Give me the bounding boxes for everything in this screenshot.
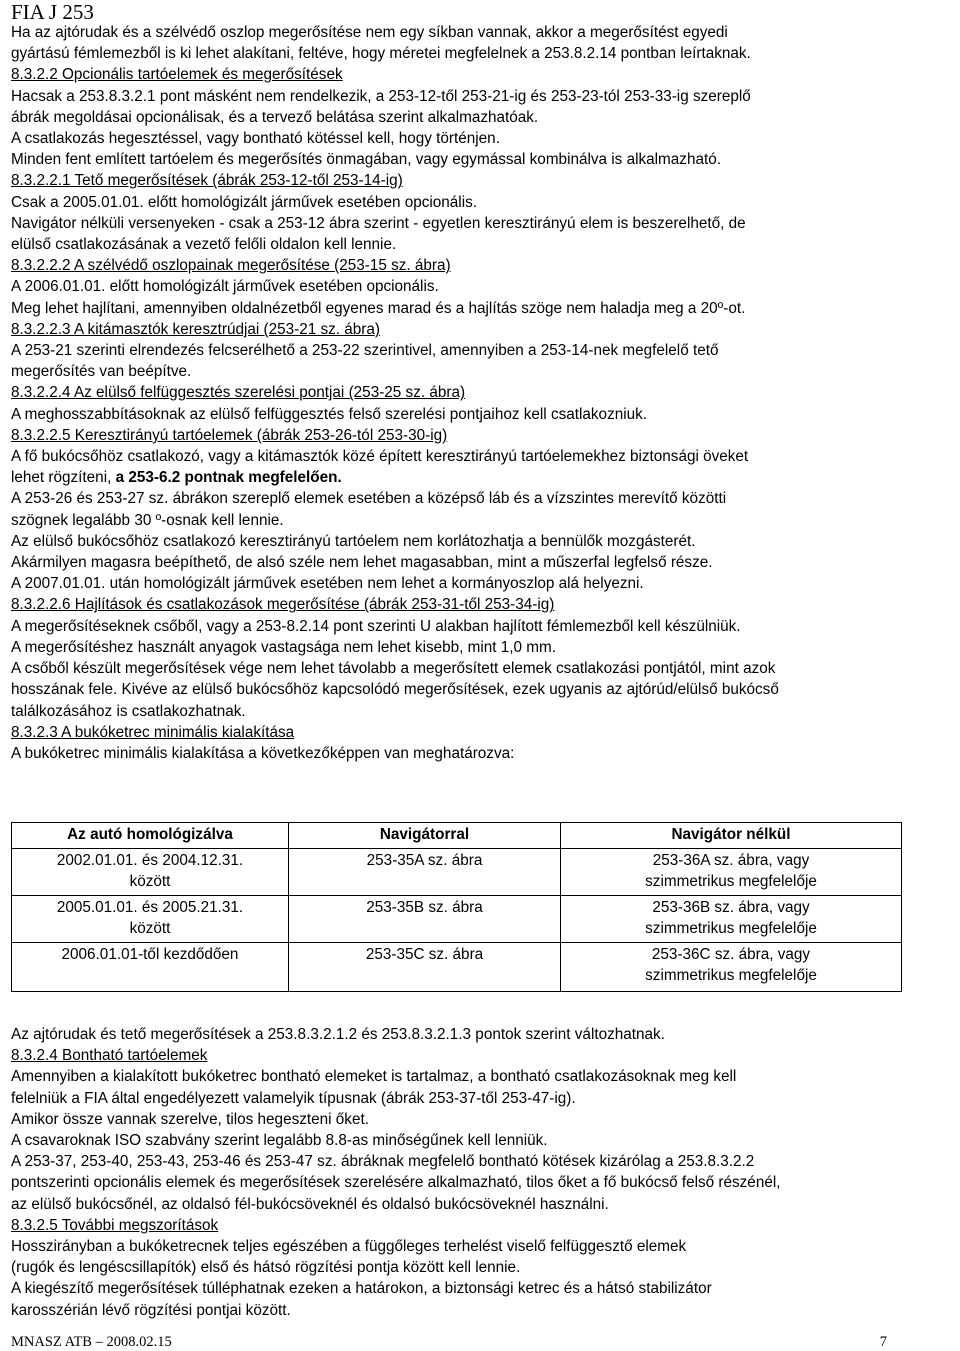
text-line <box>11 616 955 637</box>
text-line <box>11 234 955 255</box>
line-text: gyártású fémlemezből is ki lehet alakítani, feltéve, hogy méretei megfelelnek a 253.8.2.14 pontban leírtaknak. <box>11 45 751 63</box>
line-text: Hosszirányban a bukóketrecnek teljes egészében a függőleges terhelést viselő felfüggesztő elemek <box>11 1238 687 1256</box>
line-text: találkozásához is csatlakozhatnak. <box>11 702 246 720</box>
section-heading <box>11 1045 955 1066</box>
line-text: lehet rögzíteni, <box>11 469 116 487</box>
line-text: A 253-26 és 253-27 sz. ábrákon szereplő elemek esetében a középső láb és a vízszintes merevítő közötti <box>11 490 727 508</box>
section-heading <box>11 64 955 85</box>
section-heading <box>11 425 955 446</box>
line-text: 8.3.2.3 A bukóketrec minimális kialakítása <box>11 723 295 741</box>
line-text: Minden fent említett tartóelem és megerősítés önmagában, vagy egymással kombinálva is alkalmazható. <box>11 151 721 169</box>
cell-line: 253-36A sz. ábra, vagy <box>652 852 810 869</box>
table-header-cell: Navigátor nélkül <box>561 823 902 849</box>
section-heading <box>11 722 955 743</box>
line-text: 8.3.2.2.2 A szélvédő oszlopainak megerősítése (253-15 sz. ábra) <box>11 257 451 275</box>
table-cell: 253-35A sz. ábra <box>289 849 561 896</box>
line-text: az elülső bukócsőnél, az oldalsó fél-bukócsöveknél és oldalsó bukócsöveknél használni. <box>11 1195 609 1213</box>
section-heading <box>11 382 955 403</box>
text-line <box>11 1151 955 1172</box>
line-text: szögnek legalább 30 º-osnak kell lennie. <box>11 511 284 529</box>
line-text: A megerősítéshez használt anyagok vastagsága nem lehet kisebb, mint 1,0 mm. <box>11 638 557 656</box>
table-cell <box>561 849 902 896</box>
lower-text <box>11 1024 955 1321</box>
line-text: felelniük a FIA által engedélyezett valamelyik típusnak (ábrák 253-37-től 253-47-ig). <box>11 1089 576 1107</box>
cell-line: között <box>129 873 171 890</box>
text-line <box>11 510 955 531</box>
line-text: 8.3.2.2.5 Keresztirányú tartóelemek (ábrák 253-26-tól 253-30-ig) <box>11 426 448 444</box>
table-cell: 2006.01.01-től kezdődően <box>12 943 289 992</box>
text-line <box>11 658 955 679</box>
line-text: 8.3.2.4 Bontható tartóelemek <box>11 1047 208 1065</box>
text-line <box>11 1109 955 1130</box>
text-line <box>11 404 955 425</box>
text-line <box>11 1194 955 1215</box>
line-text: A bukóketrec minimális kialakítása a következőképpen van meghatározva: <box>11 744 515 762</box>
line-text: 8.3.2.2.1 Tető megerősítések (ábrák 253-12-től 253-14-ig) <box>11 172 403 190</box>
line-text: Hacsak a 253.8.3.2.1 pont másként nem rendelkezik, a 253-12-től 253-21-ig és 253-23-tól 253-33-ig szereplő <box>11 87 751 105</box>
table-header-cell: Navigátorral <box>289 823 561 849</box>
section-heading <box>11 255 955 276</box>
line-text: A megerősítéseknek csőből, vagy a 253-8.2.14 pont szerinti U alakban hajlított fémlemezből kell készülniük. <box>11 617 741 635</box>
section-heading <box>11 594 955 615</box>
line-text: A 253-37, 253-40, 253-43, 253-46 és 253-47 sz. ábráknak megfelelő bontható kötések kizárólag a 253.8.3.2.2 <box>11 1153 755 1171</box>
line-text: Ha az ajtórudak és a szélvédő oszlop megerősítése nem egy síkban vannak, akkor a megerősítést egyedi <box>11 24 728 41</box>
text-line <box>11 1278 955 1299</box>
line-text: A csatlakozás hegesztéssel, vagy bontható kötéssel kell, hogy történjen. <box>11 130 500 148</box>
text-line <box>11 1172 955 1193</box>
text-line <box>11 701 955 722</box>
line-text: Amikor össze vannak szerelve, tilos hegeszteni őket. <box>11 1110 369 1128</box>
line-text: Amennyiben a kialakított bukóketrec bontható elemeket is tartalmaz, a bontható csatlakozásoknak meg kell <box>11 1068 737 1086</box>
text-line <box>11 1257 955 1278</box>
line-text: (rugók és lengéscsillapítók) első és hátsó rögzítési pontja között kell lennie. <box>11 1259 521 1277</box>
table-cell: 253-35C sz. ábra <box>289 943 561 992</box>
line-text: A 253-21 szerinti elrendezés felcserélhető a 253-22 szerintivel, amennyiben a 253-14-nek megfelelő tető <box>11 342 719 360</box>
text-line <box>11 552 955 573</box>
table-row <box>12 943 902 992</box>
text-line <box>11 743 955 764</box>
text-line <box>11 488 955 509</box>
text-line <box>11 22 955 43</box>
text-line <box>11 107 955 128</box>
line-text: megerősítés van beépítve. <box>11 363 192 381</box>
cell-line: szimmetrikus megfelelője <box>645 873 817 890</box>
text-line <box>11 1024 955 1045</box>
line-text: Akármilyen magasra beépíthető, de alsó széle nem lehet magasabban, mint a műszerfal legfelső része. <box>11 554 713 572</box>
cell-line: szimmetrikus megfelelője <box>645 920 817 937</box>
text-line <box>11 1066 955 1087</box>
section-heading <box>11 1215 955 1236</box>
table-cell <box>561 896 902 943</box>
line-text: A 2006.01.01. előtt homológizált járművek esetében opcionális. <box>11 278 439 296</box>
text-line <box>11 637 955 658</box>
line-text: A csavaroknak ISO szabvány szerint legalább 8.8-as minőségűnek kell lenniük. <box>11 1132 548 1150</box>
line-text: A 2007.01.01. után homológizált járművek esetében nem lehet a kormányoszlop alá helyezni. <box>11 575 644 593</box>
line-text: 8.3.2.2.4 Az elülső felfüggesztés szerelési pontjai (253-25 sz. ábra) <box>11 384 466 402</box>
text-line <box>11 340 955 361</box>
cell-line: szimmetrikus megfelelője <box>645 967 817 984</box>
line-text: elülső csatlakozásának a vezető felőli oldalon kell lennie. <box>11 236 397 254</box>
cell-line: 253-36C sz. ábra, vagy <box>651 946 811 963</box>
cell-line: között <box>129 920 171 937</box>
line-text: A kiegészítő megerősítések túlléphatnak ezeken a határokon, a biztonsági ketrec és a hátsó stabilizátor <box>11 1280 712 1298</box>
table-cell <box>12 849 289 896</box>
line-text: 8.3.2.5 További megszorítások <box>11 1216 219 1234</box>
table-cell: 253-35B sz. ábra <box>289 896 561 943</box>
text-line <box>11 149 955 170</box>
text-line <box>11 1130 955 1151</box>
text-line <box>11 679 955 700</box>
text-line <box>11 1088 955 1109</box>
line-text: A fő bukócsőhöz csatlakozó, vagy a kitámasztók közé épített keresztirányú tartóelemekhez biztonsági öveket <box>11 448 749 466</box>
table-cell <box>561 943 902 992</box>
line-text: A csőből készült megerősítések vége nem lehet távolabb a megerősített elemek csatlakozási pontjától, mint azok <box>11 660 776 678</box>
table-header-cell: Az autó homológizálva <box>12 823 289 849</box>
text-line <box>11 1300 955 1321</box>
line-text: karosszérián lévő rögzítési pontjai között. <box>11 1301 291 1319</box>
section-heading <box>11 319 955 340</box>
text-line <box>11 1236 955 1257</box>
text-line <box>11 43 955 64</box>
text-line <box>11 192 955 213</box>
table-cell <box>12 896 289 943</box>
line-text: Navigátor nélküli versenyeken - csak a 253-12 ábra szerint - egyetlen keresztirányú elem is beszerelhető, de <box>11 214 746 232</box>
line-text: 8.3.2.2.6 Hajlítások és csatlakozások megerősítése (ábrák 253-31-től 253-34-ig) <box>11 596 555 614</box>
page-header-title: FIA J 253 <box>11 0 94 24</box>
table-header-row <box>12 823 902 849</box>
line-text: Az ajtórudak és tető megerősítések a 253.8.3.2.1.2 és 253.8.3.2.1.3 pontok szerint változhatnak. <box>11 1026 665 1043</box>
table-row <box>12 896 902 943</box>
text-line <box>11 361 955 382</box>
text-line <box>11 128 955 149</box>
line-text: A meghosszabbításoknak az elülső felfüggesztés felső szerelési pontjaihoz kell csatlakozniuk. <box>11 405 648 423</box>
text-line <box>11 298 955 319</box>
text-line <box>11 213 955 234</box>
cell-line: 2002.01.01. és 2004.12.31. <box>56 852 244 869</box>
text-line <box>11 86 955 107</box>
cell-line: 2005.01.01. és 2005.21.31. <box>56 899 244 916</box>
section-heading <box>11 170 955 191</box>
text-line <box>11 276 955 297</box>
rollcage-table <box>11 822 902 992</box>
page-number: 7 <box>879 1334 887 1350</box>
table-row <box>12 849 902 896</box>
line-text: Meg lehet hajlítani, amennyiben oldalnézetből egyenes marad és a hajlítás szöge nem haladja meg a 20º-ot. <box>11 299 746 317</box>
line-text: ábrák megoldásai opcionálisak, és a tervező belátása szerint alkalmazhatóak. <box>11 108 539 126</box>
text-line <box>11 446 955 467</box>
line-text: pontszerinti opcionális elemek és megerősítések szerelésére alkalmazható, tilos őket a fő bukócső felső részénél, <box>11 1174 781 1192</box>
line-text: 8.3.2.2.3 A kitámasztók keresztrúdjai (253-21 sz. ábra) <box>11 320 381 338</box>
footer-source: MNASZ ATB – 2008.02.15 <box>11 1334 172 1350</box>
line-text: Csak a 2005.01.01. előtt homológizált járművek esetében opcionális. <box>11 193 477 211</box>
line-text: 8.3.2.2 Opcionális tartóelemek és megerősítések <box>11 66 343 84</box>
main-text <box>11 22 955 764</box>
cell-line: 253-36B sz. ábra, vagy <box>652 899 810 916</box>
bold-text: a 253-6.2 pontnak megfelelően. <box>115 469 342 487</box>
text-line <box>11 531 955 552</box>
text-line <box>11 467 955 488</box>
text-line <box>11 573 955 594</box>
line-text: hosszának fele. Kivéve az elülső bukócsőhöz kapcsolódó megerősítések, ezek ugyanis az ajtórúd/elülső bukócső <box>11 681 779 699</box>
line-text: Az elülső bukócsőhöz csatlakozó keresztirányú tartóelem nem korlátozhatja a bennülők mozgásterét. <box>11 532 696 550</box>
